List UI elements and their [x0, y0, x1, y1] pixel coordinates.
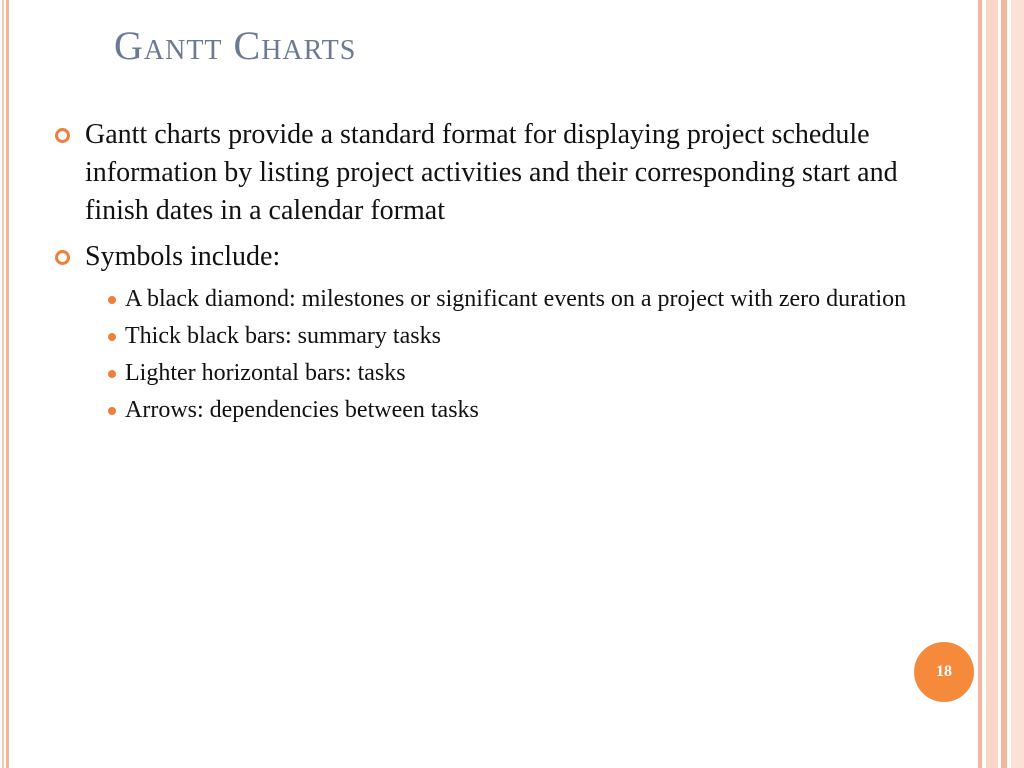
sub-bullet-item: [50, 395, 950, 426]
bullet-text: Gantt charts provide a standard format for displaying project schedule information by listing project activities and their corresponding start and finish dates in a calendar format: [85, 119, 898, 226]
dot-bullet-icon: [108, 370, 116, 378]
slide-title: Gantt Charts: [114, 23, 357, 68]
sub-bullet-list: [50, 284, 950, 426]
dot-bullet-icon: [108, 296, 116, 304]
page-number-badge: 18: [914, 642, 974, 702]
bullet-text: Symbols include:: [85, 241, 281, 272]
left-decorative-border: [0, 0, 12, 768]
right-decorative-border: [976, 0, 1024, 768]
ring-bullet-icon: [55, 128, 70, 143]
sub-bullet-item: [50, 284, 950, 315]
bullet-item: [50, 238, 950, 276]
ring-bullet-icon: [55, 250, 70, 265]
sub-bullet-item: [50, 321, 950, 352]
bullet-item: [50, 116, 950, 230]
sub-bullet-text: Thick black bars: summary tasks: [125, 323, 441, 349]
slide-content: [50, 116, 950, 432]
sub-bullet-item: [50, 358, 950, 389]
sub-bullet-text: A black diamond: milestones or significant events on a project with zero duration: [125, 286, 907, 312]
sub-bullet-text: Arrows: dependencies between tasks: [125, 397, 479, 423]
sub-bullet-text: Lighter horizontal bars: tasks: [125, 360, 406, 386]
dot-bullet-icon: [108, 407, 116, 415]
dot-bullet-icon: [108, 333, 116, 341]
